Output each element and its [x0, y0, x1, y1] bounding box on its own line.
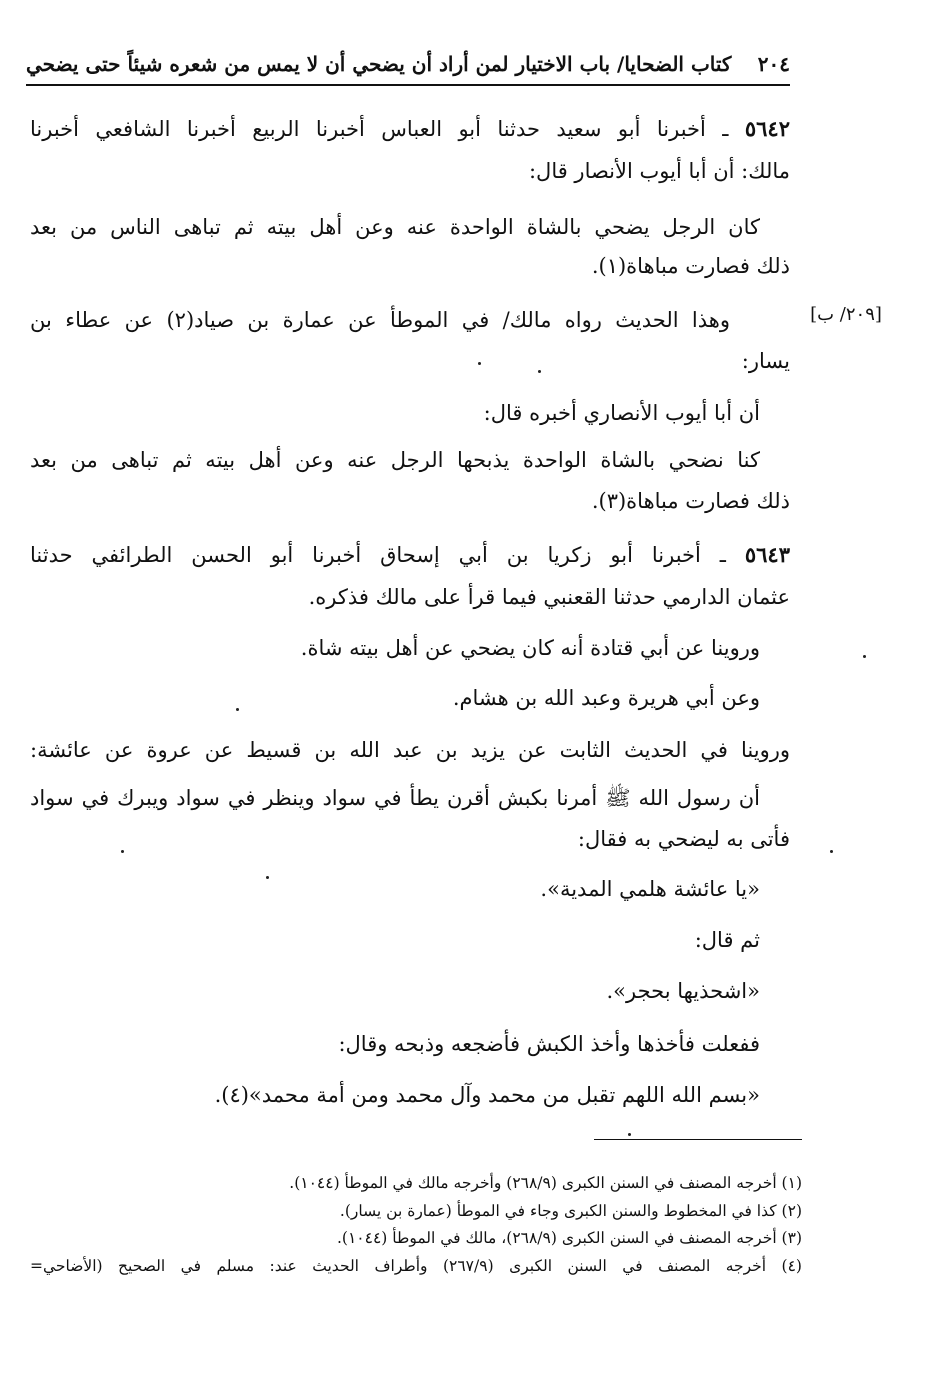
hadith-number: ٥٦٤٢ — [744, 116, 790, 141]
footnote-4: (٤) أخرجه المصنف في السنن الكبرى (٢٦٧/٩) وأطراف الحديث عند: مسلم في الصحيح (الأضاحي= — [30, 1257, 802, 1275]
scan-speck — [121, 850, 124, 853]
text-line: وهذا الحديث رواه مالك/ في الموطأ عن عمارة بن صياد(٢) عن عطاء بن — [30, 308, 730, 332]
text-line: أن رسول الله ﷺ أمرنا بكبش أقرن يطأ في سواد وينظر في سواد ويبرك في سواد — [30, 786, 760, 810]
text-line: ففعلت فأخذها وأخذ الكبش فأضجعه وذبحه وقال: — [338, 1032, 760, 1056]
text-line: «يا عائشة هلمي المدية». — [540, 877, 760, 901]
text-line: عثمان الدارمي حدثنا القعنبي فيما قرأ على مالك فذكره. — [308, 585, 790, 609]
text-line: «بسم الله اللهم تقبل من محمد وآل محمد ومن أمة محمد»(٤). — [214, 1083, 760, 1107]
scan-speck — [628, 1133, 631, 1136]
text-line: ذلك فصارت مباهاة(١). — [591, 254, 790, 278]
text-line: ذلك فصارت مباهاة(٣). — [591, 489, 790, 513]
hadith-number: ٥٦٤٣ — [744, 542, 790, 567]
text-line: أن أبا أيوب الأنصاري أخبره قال: — [483, 401, 760, 425]
text-line: فأتى به ليضحي به فقال: — [577, 827, 790, 851]
scan-speck — [830, 850, 833, 853]
footnote-2: (٢) كذا في المخطوط والسنن الكبرى وجاء في الموطأ (عمارة بن يسار). — [339, 1202, 802, 1220]
running-title: كتاب الضحايا/ باب الاختيار لمن أراد أن يضحي أن لا يمس من شعره شيئاً حتى يضحي — [26, 52, 732, 76]
margin-reference: [٢٠٩/ ب] — [810, 304, 882, 325]
hadith-5642-line-1 — [30, 112, 790, 148]
scan-speck — [236, 708, 239, 711]
hadith-5643-line-1 — [30, 538, 790, 574]
text-line: وعن أبي هريرة وعبد الله بن هشام. — [452, 686, 760, 710]
text-line: مالك: أن أبا أيوب الأنصار قال: — [528, 159, 790, 183]
scan-speck — [863, 655, 866, 658]
text-span: ـ أخبرنا أبو زكريا بن أبي إسحاق أخبرنا أبو الحسن الطرائفي حدثنا — [30, 543, 745, 567]
text-line: كان الرجل يضحي بالشاة الواحدة عنه وعن أهل بيته ثم تباهى الناس من بعد — [30, 215, 760, 239]
text-line: كنا نضحي بالشاة الواحدة يذبحها الرجل عنه وعن أهل بيته ثم تباهى من بعد — [30, 448, 760, 472]
page-header — [26, 44, 790, 84]
scan-speck — [266, 876, 269, 879]
scan-speck — [478, 362, 481, 365]
text-line: وروينا في الحديث الثابت عن يزيد بن عبد الله بن قسيط عن عروة عن عائشة: — [30, 738, 790, 762]
footnote-rule — [594, 1139, 802, 1140]
text-line: يسار: — [741, 349, 790, 373]
footnote-1: (١) أخرجه المصنف في السنن الكبرى (٢٦٨/٩) وأخرجه مالك في الموطأ (١٠٤٤). — [289, 1174, 802, 1192]
text-span: ـ أخبرنا أبو سعيد حدثنا أبو العباس أخبرنا الربيع أخبرنا الشافعي أخبرنا — [30, 117, 745, 141]
page-number: ٢٠٤ — [757, 52, 790, 76]
scan-speck — [538, 370, 541, 373]
text-line: وروينا عن أبي قتادة أنه كان يضحي عن أهل بيته شاة. — [300, 636, 760, 660]
footnote-3: (٣) أخرجه المصنف في السنن الكبرى (٢٦٨/٩)، مالك في الموطأ (١٠٤٤). — [337, 1229, 802, 1247]
text-line: «اشحذيها بحجر». — [606, 979, 760, 1003]
header-rule — [26, 84, 790, 86]
text-line: ثم قال: — [694, 928, 760, 952]
